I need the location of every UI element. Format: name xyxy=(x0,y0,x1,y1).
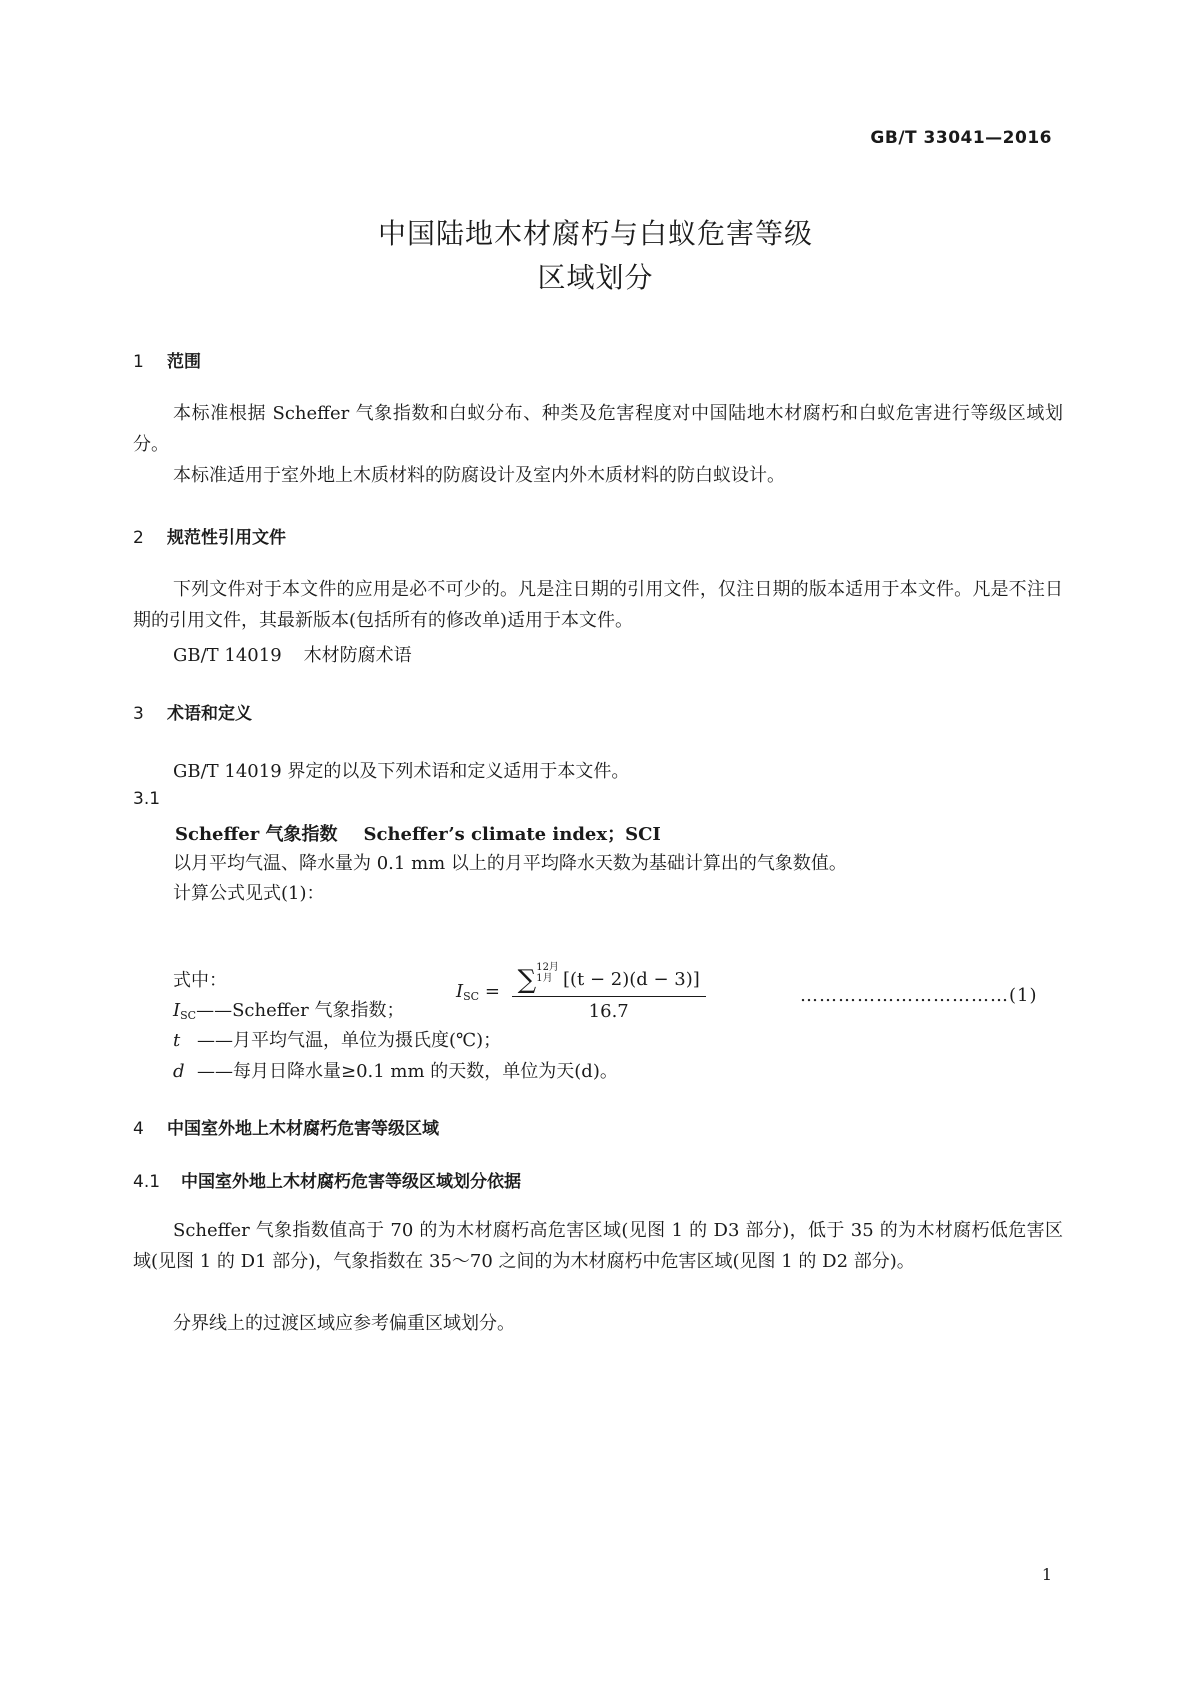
section-title: 中国室外地上木材腐朽危害等级区域 xyxy=(167,1119,439,1139)
formula-numerator-expression: [(t − 2)(d − 3)] xyxy=(562,969,700,990)
summation-icon: ∑ xyxy=(517,965,537,995)
variable-symbol: I xyxy=(173,1000,181,1021)
section-4-1-paragraph-2: 分界线上的过渡区域应参考偏重区域划分。 xyxy=(173,1313,515,1334)
section-2-paragraph-1: 下列文件对于本文件的应用是必不可少的。凡是注日期的引用文件，仅注日期的版本适用于本文件。凡是不注日期的引用文件，其最新版本(包括所有的修改单)适用于本文件。 xyxy=(133,579,1063,631)
formula-intro: 计算公式见式(1)： xyxy=(173,883,325,904)
summation-lower: 1月 xyxy=(536,973,553,984)
section-title: 范围 xyxy=(167,352,201,372)
summation-limits xyxy=(536,962,559,984)
formula-lhs-subscript: SC xyxy=(463,990,480,1003)
normative-reference xyxy=(173,641,412,667)
section-4-1-paragraph-1: Scheffer 气象指数值高于 70 的为木材腐朽高危害区域(见图 1 的 D3 部分)，低于 35 的为木材腐朽低危害区域(见图 1 的 D1 部分)，气象指数在 35～70 之间的为木材腐朽中危害区域(见图 1 的 D2 部分)。 xyxy=(133,1220,1063,1272)
section-number: 3 xyxy=(133,704,144,724)
variable-definition xyxy=(173,1057,618,1083)
summation-upper: 12月 xyxy=(536,962,559,973)
variable-description: ——每月日降水量≥0.1 mm 的天数，单位为天(d)。 xyxy=(197,1061,618,1082)
formula-scheffer-index xyxy=(456,962,706,1022)
page-number: 1 xyxy=(1041,1565,1052,1584)
subsection-number: 4.1 xyxy=(133,1172,161,1192)
section-number: 1 xyxy=(133,352,144,372)
term-definition: 以月平均气温、降水量为 0.1 mm 以上的月平均降水天数为基础计算出的气象数值。 xyxy=(173,853,847,874)
reference-code: GB/T 14019 xyxy=(173,645,282,666)
formula-numerator xyxy=(512,962,706,997)
subsection-4-1-heading xyxy=(133,1167,521,1192)
where-label: 式中： xyxy=(173,970,227,991)
subsection-title: 中国室外地上木材腐朽危害等级区域划分依据 xyxy=(181,1172,521,1192)
term-chinese: Scheffer 气象指数 xyxy=(175,824,338,845)
formula-equals: = xyxy=(484,981,500,1002)
section-2-heading xyxy=(133,523,286,548)
section-3-paragraph-1: GB/T 14019 界定的以及下列术语和定义适用于本文件。 xyxy=(173,761,630,782)
section-1-paragraph-2: 本标准适用于室外地上木质材料的防腐设计及室内外木质材料的防白蚁设计。 xyxy=(173,465,785,486)
variable-subscript: SC xyxy=(180,1009,197,1022)
variable-description: ——月平均气温，单位为摄氏度(℃)； xyxy=(197,1030,502,1051)
section-1-heading xyxy=(133,347,201,372)
section-title: 规范性引用文件 xyxy=(167,528,286,548)
term-heading xyxy=(175,820,661,846)
section-3-heading xyxy=(133,699,252,724)
section-4-heading xyxy=(133,1114,439,1139)
variable-symbol: d xyxy=(173,1061,185,1082)
variable-description: ——Scheffer 气象指数； xyxy=(196,1000,405,1021)
term-number: 3.1 xyxy=(133,789,161,809)
document-title-line1: 中国陆地木材腐朽与白蚁危害等级 xyxy=(377,217,813,250)
section-title: 术语和定义 xyxy=(167,704,252,724)
term-english: Scheffer’s climate index；SCI xyxy=(363,824,661,845)
reference-title: 木材防腐术语 xyxy=(303,645,412,666)
formula-denominator: 16.7 xyxy=(588,1001,629,1022)
section-1-paragraph-1: 本标准根据 Scheffer 气象指数和白蚁分布、种类及危害程度对中国陆地木材腐朽和白蚁危害进行等级区域划分。 xyxy=(133,403,1063,455)
equation-number: ……………………………(1) xyxy=(800,985,1038,1006)
variable-symbol: t xyxy=(173,1030,181,1051)
formula-lhs: I xyxy=(456,981,464,1002)
standard-number: GB/T 33041—2016 xyxy=(870,128,1052,148)
variable-definition xyxy=(173,1026,501,1052)
variable-definition xyxy=(173,996,405,1022)
section-number: 4 xyxy=(133,1119,144,1139)
section-number: 2 xyxy=(133,528,144,548)
document-title-line2: 区域划分 xyxy=(537,261,654,294)
formula-fraction xyxy=(512,962,706,1022)
